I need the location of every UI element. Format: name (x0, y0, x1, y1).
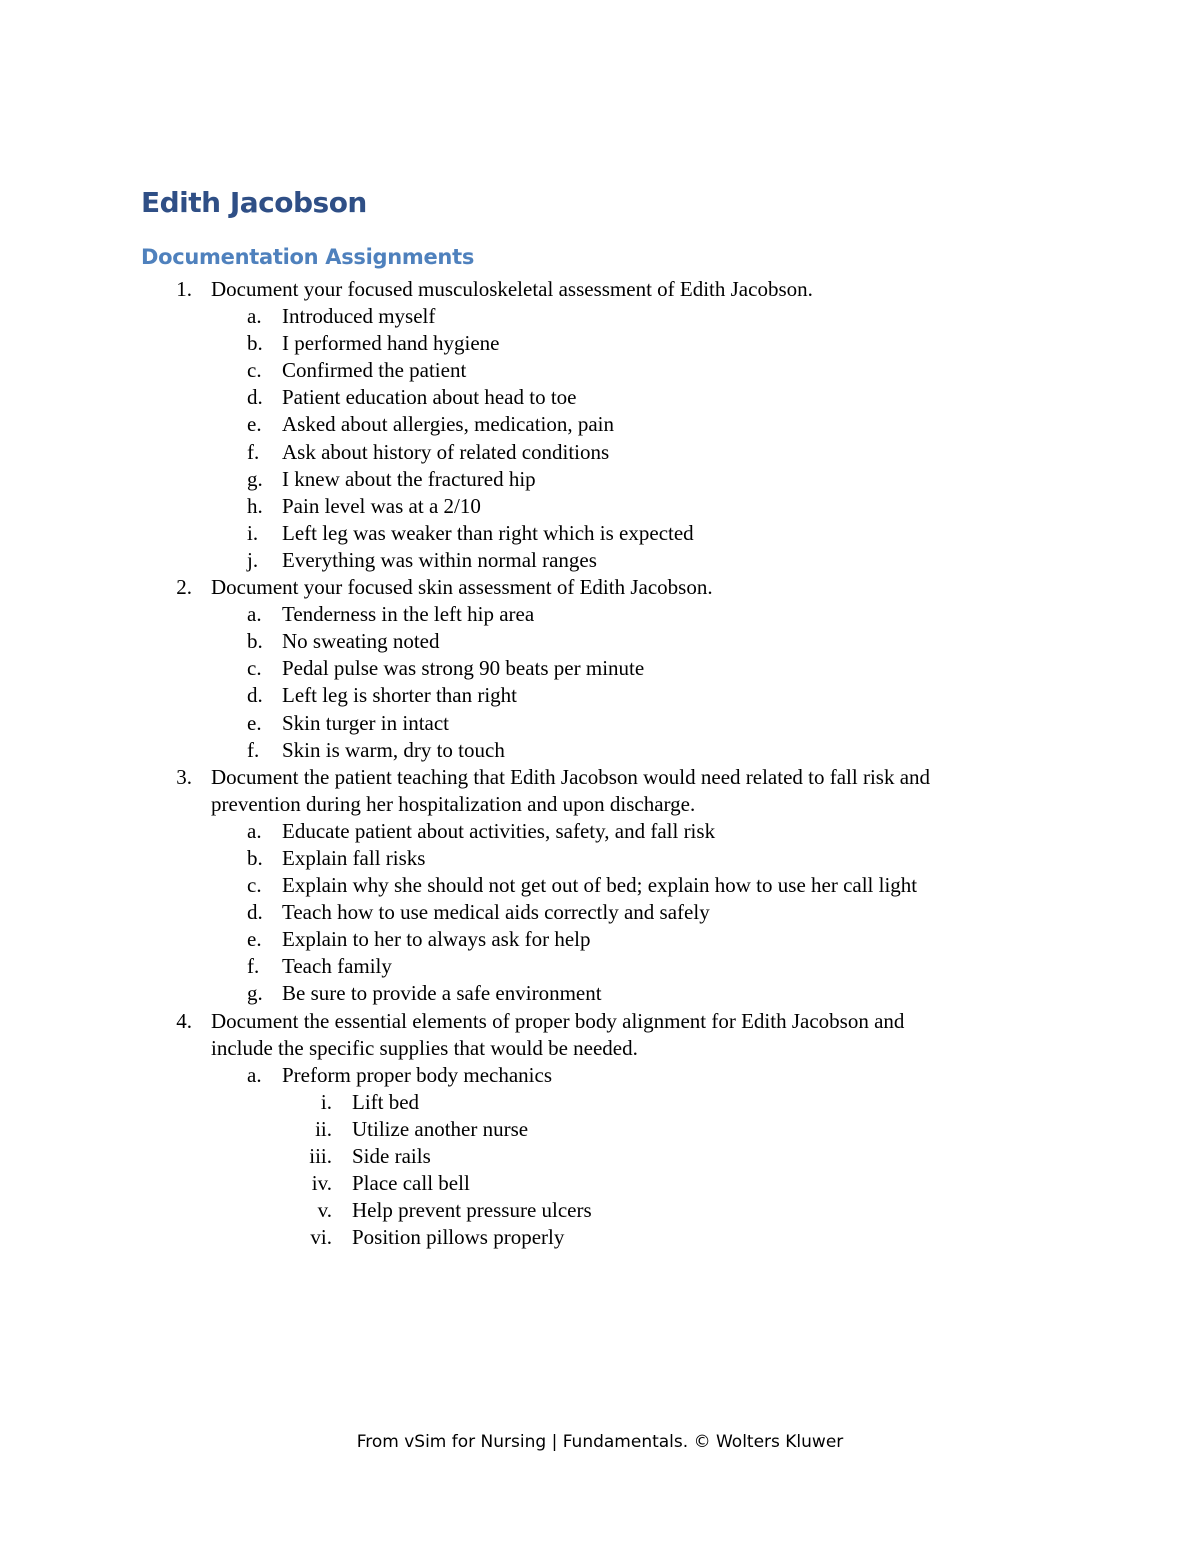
list-item-text: Left leg is shorter than right (282, 683, 518, 708)
list-marker: e. (247, 710, 262, 735)
list-marker: c. (247, 873, 262, 898)
list-item-text: Position pillows properly (352, 1225, 565, 1250)
sub-list-item (0, 628, 1200, 655)
sub-sub-list-item (0, 1143, 1200, 1170)
list-item-text: Explain to her to always ask for help (282, 927, 591, 952)
list-marker: b. (247, 845, 263, 870)
list-item-text: Skin is warm, dry to touch (282, 737, 505, 762)
list-marker: a. (247, 304, 262, 329)
list-item-text: Asked about allergies, medication, pain (282, 412, 615, 437)
list-item-text: Lift bed (352, 1089, 420, 1114)
list-marker: v. (317, 1198, 332, 1223)
list-marker: h. (247, 493, 263, 518)
sub-list-item (0, 655, 1200, 682)
list-marker: 2. (176, 575, 192, 600)
list-marker: vi. (310, 1225, 332, 1250)
sub-list-item (0, 926, 1200, 953)
list-item-text: Preform proper body mechanics (282, 1062, 552, 1087)
list-marker: i. (247, 520, 259, 545)
sub-list-item (0, 737, 1200, 764)
list-marker: e. (247, 927, 262, 952)
list-marker: d. (247, 385, 263, 410)
sub-list-item (0, 601, 1200, 628)
list-marker: e. (247, 412, 262, 437)
list-item (0, 1008, 1200, 1035)
list-marker: c. (247, 656, 262, 681)
list-item-text: Explain why she should not get out of bed; explain how to use her call light (282, 873, 918, 898)
list-item-text: I performed hand hygiene (282, 331, 500, 356)
sub-list-item (0, 818, 1200, 845)
list-item-text: Teach how to use medical aids correctly and safely (282, 900, 710, 925)
list-marker: 3. (176, 764, 192, 789)
sub-list-item (0, 411, 1200, 438)
list-item-text: Document the essential elements of proper body alignment for Edith Jacobson and (211, 1008, 905, 1033)
list-marker: a. (247, 1062, 262, 1087)
list-item-text: Teach family (282, 954, 392, 979)
sub-list-item (0, 1062, 1200, 1089)
list-marker: f. (247, 439, 260, 464)
assignment-list (0, 276, 1200, 1251)
sub-sub-list-item (0, 1089, 1200, 1116)
list-item-text: Explain fall risks (282, 845, 426, 870)
list-marker: f. (247, 737, 260, 762)
list-item-text: include the specific supplies that would be needed. (211, 1035, 638, 1060)
list-item-text: No sweating noted (282, 629, 440, 654)
list-marker: j. (247, 547, 259, 572)
list-marker: b. (247, 629, 263, 654)
list-item-continuation (0, 791, 1200, 818)
list-item (0, 764, 1200, 791)
list-marker: g. (247, 981, 263, 1006)
list-item-text: prevention during her hospitalization and upon discharge. (211, 791, 696, 816)
list-item (0, 574, 1200, 601)
sub-list-item (0, 357, 1200, 384)
sub-list-item (0, 682, 1200, 709)
list-marker: g. (247, 466, 263, 491)
list-item-text: Document your focused musculoskeletal assessment of Edith Jacobson. (211, 277, 813, 301)
sub-list-item (0, 845, 1200, 872)
sub-list-item (0, 547, 1200, 574)
list-item-text: Be sure to provide a safe environment (282, 981, 602, 1006)
list-marker: a. (247, 818, 262, 843)
sub-list-item (0, 872, 1200, 899)
list-item-text: I knew about the fractured hip (282, 466, 536, 491)
sub-sub-list-item (0, 1170, 1200, 1197)
list-item-text: Pedal pulse was strong 90 beats per minute (282, 656, 645, 681)
list-marker: iv. (311, 1171, 332, 1196)
list-item-text: Side rails (352, 1144, 431, 1168)
list-marker: b. (247, 331, 263, 356)
list-item-text: Patient education about head to toe (282, 385, 577, 410)
list-item-text: Tenderness in the left hip area (282, 602, 535, 627)
sub-list-item (0, 953, 1200, 980)
sub-list-item (0, 303, 1200, 330)
list-item-text: Utilize another nurse (352, 1116, 529, 1141)
list-item-text: Everything was within normal ranges (282, 547, 597, 572)
sub-list-item (0, 384, 1200, 411)
page-footer: From vSim for Nursing | Fundamentals. © Wolters Kluwer (356, 1432, 844, 1452)
page-title: Edith Jacobson (141, 186, 367, 219)
list-marker: iii. (309, 1144, 332, 1168)
list-item-text: Confirmed the patient (282, 358, 467, 383)
sub-list-item (0, 330, 1200, 357)
sub-list-item (0, 466, 1200, 493)
list-marker: 1. (176, 277, 192, 301)
list-item-text: Document the patient teaching that Edith Jacobson would need related to fall risk and (211, 764, 931, 789)
sub-sub-list-item (0, 1197, 1200, 1224)
sub-list-item (0, 980, 1200, 1007)
sub-sub-list-item (0, 1224, 1200, 1251)
sub-sub-list-item (0, 1116, 1200, 1143)
list-item-text: Help prevent pressure ulcers (352, 1198, 592, 1223)
list-marker: i. (320, 1089, 332, 1114)
list-item-text: Pain level was at a 2/10 (282, 493, 481, 518)
sub-list-item (0, 439, 1200, 466)
list-marker: c. (247, 358, 262, 383)
list-item-text: Skin turger in intact (282, 710, 450, 735)
sub-list-item (0, 493, 1200, 520)
sub-list-item (0, 520, 1200, 547)
list-item-text: Ask about history of related conditions (282, 439, 610, 464)
list-marker: ii. (315, 1116, 332, 1141)
list-item-text: Left leg was weaker than right which is expected (282, 520, 694, 545)
list-marker: a. (247, 602, 262, 627)
list-item-text: Educate patient about activities, safety, and fall risk (282, 818, 716, 843)
list-marker: f. (247, 954, 260, 979)
list-item-text: Document your focused skin assessment of Edith Jacobson. (211, 575, 713, 600)
list-item-text: Place call bell (352, 1171, 470, 1196)
list-marker: d. (247, 683, 263, 708)
list-marker: d. (247, 900, 263, 925)
section-heading: Documentation Assignments (141, 245, 475, 269)
sub-list-item (0, 899, 1200, 926)
list-item-text: Introduced myself (282, 304, 436, 329)
list-item (0, 276, 1200, 303)
list-marker: 4. (176, 1008, 192, 1033)
sub-list-item (0, 710, 1200, 737)
list-item-continuation (0, 1035, 1200, 1062)
